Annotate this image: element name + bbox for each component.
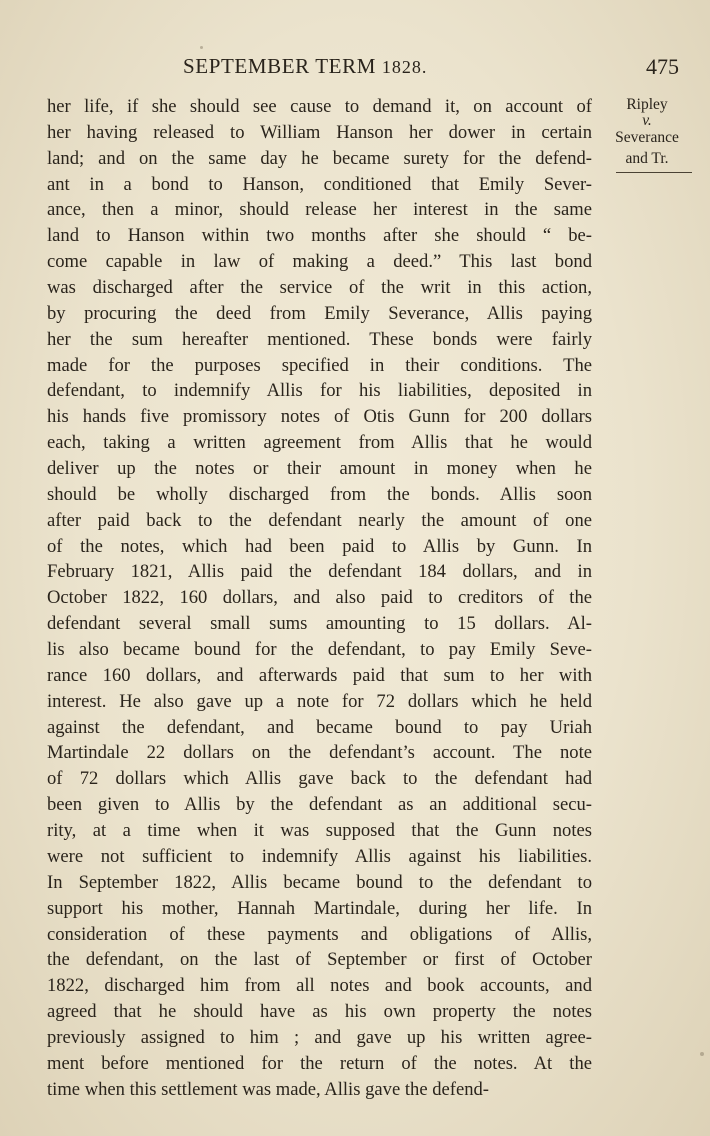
text-line: deliver up the notes or their amount in money when he [47,458,592,480]
case-margin-note [600,94,694,169]
running-head-year: 1828. [381,57,428,77]
text-line: defendant, to indemnify Allis for his liabilities, deposited in [47,380,592,402]
margin-note-versus: v. [642,112,652,129]
text-line: rity, at a time when it was supposed that the Gunn notes [47,820,592,842]
text-line: Martindale 22 dollars on the defendant’s account. The note [47,742,592,764]
text-line: land to Hanson within two months after she should “ be- [47,225,592,247]
running-head-title: SEPTEMBER TERM [183,54,376,78]
paper-speck [700,1052,704,1056]
text-line: agreed that he should have as his own property the notes [47,1001,592,1023]
text-line: ment before mentioned for the return of the notes. At the [47,1052,592,1074]
text-line: In September 1822, Allis became bound to the defendant to [47,871,592,893]
text-line: ance, then a minor, should release her interest in the same [47,199,592,221]
text-line: her the sum hereafter mentioned. These bonds were fairly [47,328,592,350]
text-line: 1822, discharged him from all notes and book accounts, and [47,975,592,997]
text-line: the defendant, on the last of September or first of October [47,949,592,971]
text-line: her having released to William Hanson her dower in certain [47,121,592,143]
text-line: were not sufficient to indemnify Allis against his liabilities. [47,845,592,867]
paper-speck [200,46,203,49]
body-text [47,94,592,1103]
text-line: each, taking a written agreement from Allis that he would [47,432,592,454]
text-line: been given to Allis by the defendant as an additional secu- [47,794,592,816]
text-line: rance 160 dollars, and afterwards paid that sum to her with [47,664,592,686]
text-line: should be wholly discharged from the bonds. Allis soon [47,483,592,505]
page-header [0,54,710,84]
text-line: lis also became bound for the defendant, to pay Emily Seve- [47,639,592,661]
text-line: was discharged after the service of the writ in this action, [47,277,592,299]
text-line: after paid back to the defendant nearly the amount of one [47,509,592,531]
text-line: by procuring the deed from Emily Severance, Allis paying [47,302,592,324]
text-line: ant in a bond to Hanson, conditioned that Emily Sever- [47,173,592,195]
text-line: interest. He also gave up a note for 72 dollars which he held [47,690,592,712]
text-line: his hands five promissory notes of Otis Gunn for 200 dollars [47,406,592,428]
text-line: her life, if she should see cause to demand it, on account of [47,96,592,117]
text-line: previously assigned to him ; and gave up his written agree- [47,1026,592,1048]
text-line: against the defendant, and became bound to pay Uriah [47,716,592,738]
text-line: defendant several small sums amounting to 15 dollars. Al- [47,613,592,635]
running-head [183,54,427,79]
text-line: support his mother, Hannah Martindale, during her life. In [47,897,592,919]
text-line: February 1821, Allis paid the defendant 184 dollars, and in [47,561,592,583]
text-line: October 1822, 160 dollars, and also paid to creditors of the [47,587,592,609]
text-line: of 72 dollars which Allis gave back to the defendant had [47,768,592,790]
margin-rule [616,172,692,173]
margin-note-trustee: and Tr. [625,150,669,167]
text-line: time when this settlement was made, Allis gave the defend- [47,1078,490,1100]
text-line: made for the purposes specified in their conditions. The [47,354,592,376]
page-number: 475 [646,54,679,79]
margin-note-plaintiff: Ripley [626,96,668,113]
margin-note-defendant: Severance [615,129,679,146]
text-line: come capable in law of making a deed.” This last bond [47,251,592,273]
text-line: of the notes, which had been paid to Allis by Gunn. In [47,535,592,557]
text-line: consideration of these payments and obligations of Allis, [47,923,592,945]
text-line: land; and on the same day he became surety for the defend- [47,147,592,169]
